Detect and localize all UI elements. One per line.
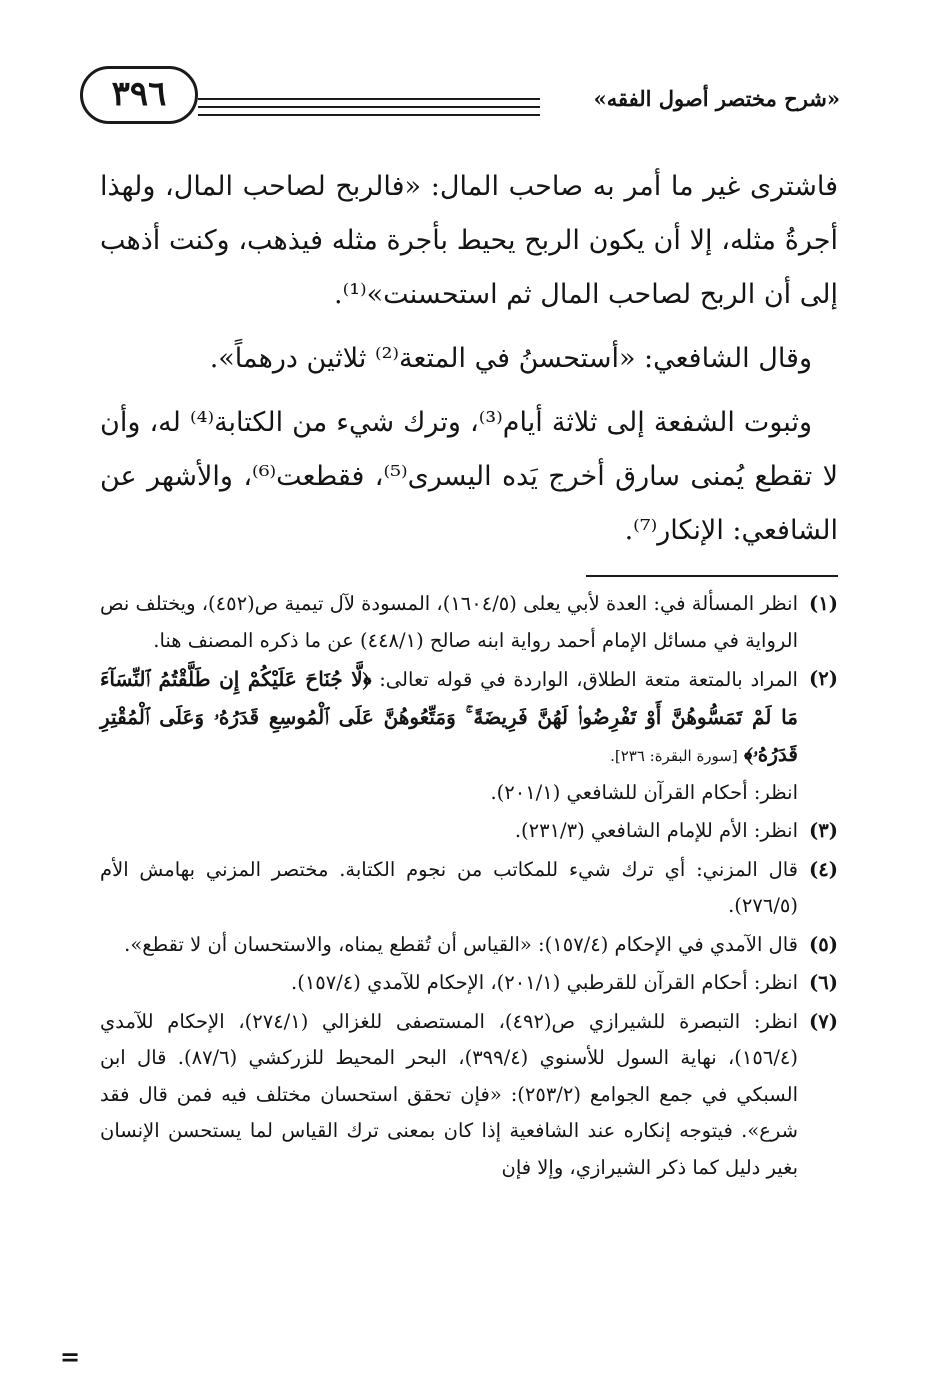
footnote [100, 661, 838, 811]
continuation-mark: = [60, 1342, 81, 1371]
footnote-text: قال المزني: أي ترك شيء للمكاتب من نجوم الكتابة. مختصر المزني بهامش الأم (٢٧٦/٥). [100, 857, 798, 917]
footnote-number: (٢) [809, 667, 838, 690]
footnote [100, 927, 838, 964]
paragraph: فاشترى غير ما أمر به صاحب المال: «فالربح لصاحب المال، ولهذا أجرةُ مثله، إلا أن يكون الربح يحيط بأجرة مثله فيذهب، وكنت أذهب إلى أن الربح لصاحب المال ثم استحسنت»⁽¹⁾. [100, 171, 838, 310]
footnote-number: (١) [809, 592, 838, 615]
footnote-text: انظر: أحكام القرآن للشافعي (٢٠١/١). [490, 780, 798, 804]
quran-verse: ﴿لَّا جُنَاحَ عَلَيْكُمْ إِن طَلَّقْتُمُ ٱلنِّسَآءَ مَا لَمْ تَمَسُّوهُنَّ أَوْ تَفْرِضُوا۟ لَهُنَّ فَرِيضَةً ۚ وَمَتِّعُوهُنَّ عَلَى ٱلْمُوسِعِ قَدَرُهُۥ وَعَلَى ٱلْمُقْتِرِ قَدَرُهُۥ﴾ [100, 667, 798, 766]
footnote-text: قال الآمدي في الإحكام (١٥٧/٤): «القياس أن تُقطع يمناه، والاستحسان أن لا تقطع». [124, 932, 798, 956]
footnote-number: (٤) [809, 857, 838, 881]
footnote-text: انظر: التبصرة للشيرازي ص(٤٩٢)، المستصفى للغزالي (٢٧٤/١)، الإحكام للآمدي (١٥٦/٤)، نهاية السول للأسنوي (٣٩٩/٤)، البحر المحيط للزركشي (٨٧/٦). قال ابن السبكي في جمع الجوامع (٢٥٣/٢): «فإن تحقق استحسان مختلف فيه فمن قال فقد شرع». فيتوجه إنكاره عند الشافعية إذا كان بمعنى ترك القياس لما يستحسن الإنسان بغير دليل كما ذكر الشيرازي، وإلا فإن [100, 1009, 798, 1179]
footnote-divider [586, 575, 838, 577]
footnote-text: المراد بالمتعة متعة الطلاق، الواردة في قوله تعالى: [379, 668, 798, 691]
header-rule [198, 98, 540, 100]
footnote-body [100, 661, 798, 811]
footnote-number: (٦) [809, 971, 838, 994]
verse-reference: [سورة البقرة: ٢٣٦]. [610, 747, 738, 765]
paragraph: وقال الشافعي: «أستحسنُ في المتعة⁽²⁾ ثلاثين درهماً». [209, 343, 812, 374]
main-text [100, 160, 838, 568]
footnote [100, 852, 838, 925]
page-number: ٣٩٦ [80, 66, 198, 124]
header-rule [198, 114, 540, 116]
footnote-number: (٧) [809, 1009, 838, 1033]
book-title: «شرح مختصر أصول الفقه» [593, 86, 840, 111]
footnote-text: انظر: الأم للإمام الشافعي (٢٣١/٣). [514, 819, 798, 842]
footnote [100, 813, 838, 850]
footnote-text: انظر: أحكام القرآن للقرطبي (٢٠١/١)، الإحكام للآمدي (١٥٧/٤). [291, 971, 798, 994]
footnote-text: انظر المسألة في: العدة لأبي يعلى (١٦٠٤/٥)، المسودة لآل تيمية ص(٤٥٢)، ويختلف نص الرواية في مسائل الإمام أحمد رواية ابنه صالح (٤٤٨/١) عن ما ذكره المصنف هنا. [100, 592, 798, 652]
footnote [100, 586, 838, 659]
paragraph: وثبوت الشفعة إلى ثلاثة أيام⁽³⁾، وترك شيء من الكتابة⁽⁴⁾ له، وأن لا تقطع يُمنى سارق أخرج يَده اليسرى⁽⁵⁾، فقطعت⁽⁶⁾، والأشهر عن الشافعي: الإنكار⁽⁷⁾. [100, 407, 838, 546]
footnotes [100, 586, 838, 1188]
page-header [80, 62, 840, 132]
footnote [100, 1004, 838, 1187]
footnote-number: (٥) [809, 932, 838, 956]
footnote [100, 965, 838, 1002]
header-rule [198, 106, 540, 108]
footnote-number: (٣) [809, 819, 838, 842]
